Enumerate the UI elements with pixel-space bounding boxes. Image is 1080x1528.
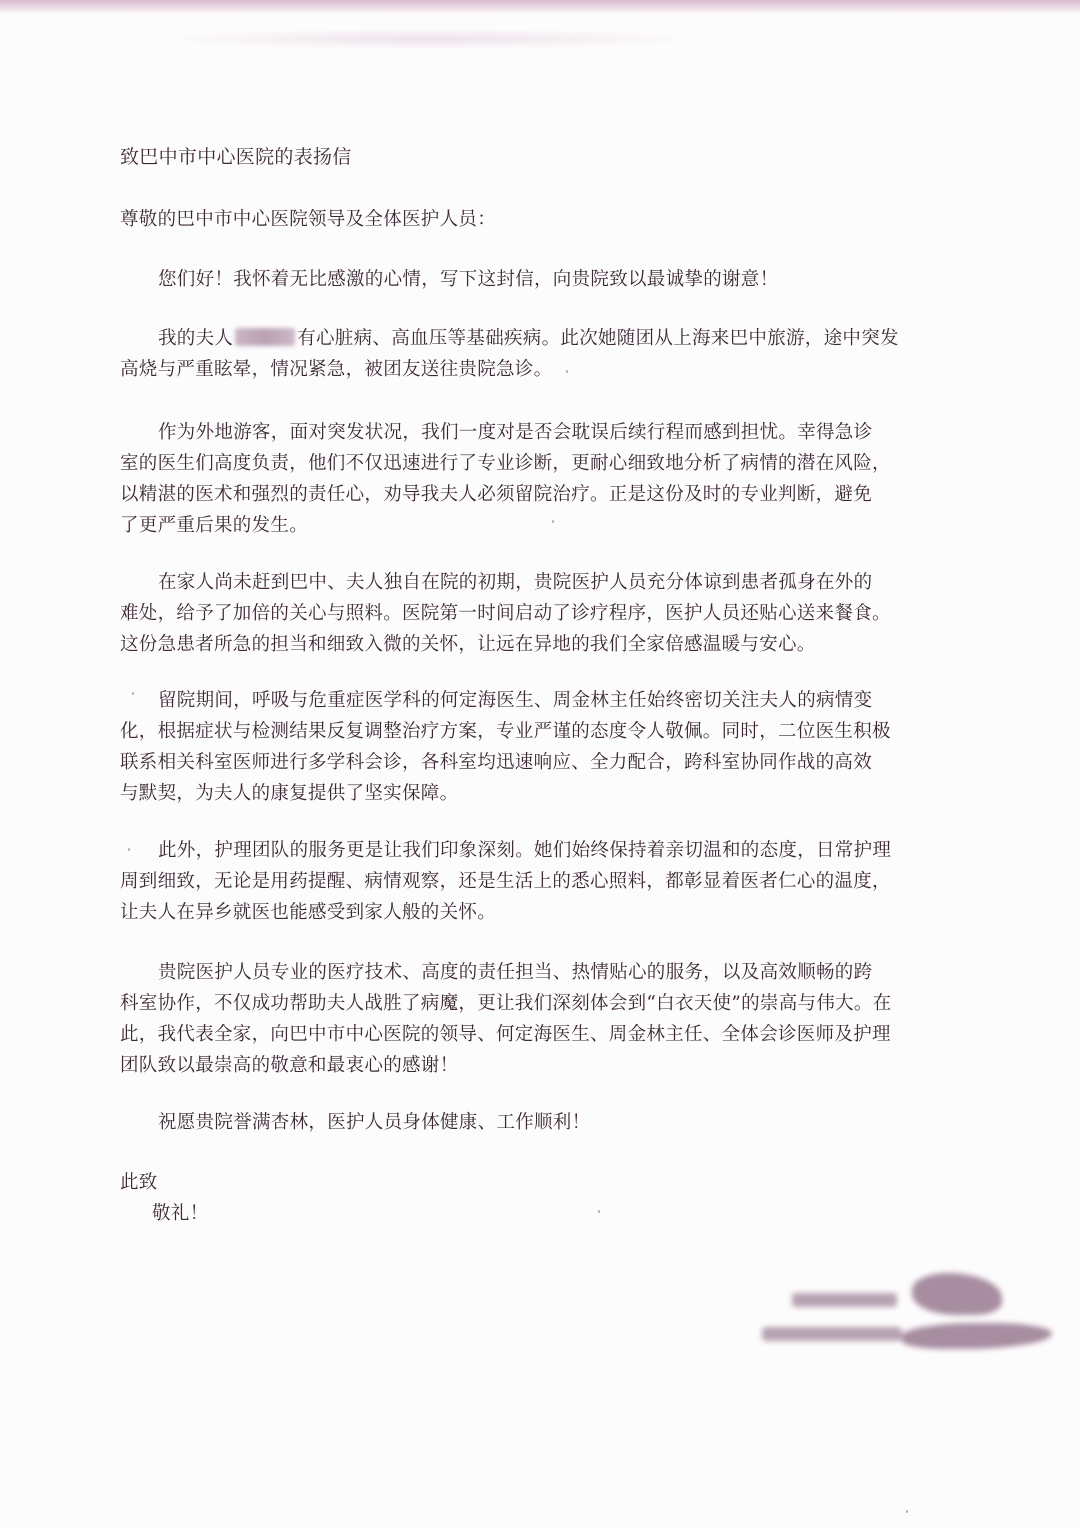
paragraph-4-line-2: 难处，给予了加倍的关心与照料。医院第一时间启动了诊疗程序，医护人员还贴心送来餐食。 bbox=[120, 603, 891, 624]
closing-phrase: 此致 bbox=[120, 1172, 158, 1193]
paragraph-greeting: 您们好！我怀着无比感激的心情，写下这封信，向贵院致以最诚挚的谢意！ bbox=[158, 269, 779, 290]
signature-blur-2 bbox=[762, 1327, 902, 1341]
scan-speck bbox=[906, 1510, 908, 1513]
paragraph-4-line-1: 在家人尚未赶到巴中、夫人独自在院的初期，贵院医护人员充分体谅到患者孤身在外的 bbox=[158, 572, 873, 593]
paragraph-5-line-3: 联系相关科室医师进行多学科会诊，各科室均迅速响应、全力配合，跨科室协同作战的高效 bbox=[120, 752, 873, 773]
closing-regards: 敬礼！ bbox=[152, 1203, 209, 1224]
scan-top-edge bbox=[0, 0, 1080, 14]
redacted-signature bbox=[752, 1265, 1062, 1375]
paragraph-6-line-1: 此外，护理团队的服务更是让我们印象深刻。她们始终保持着亲切温和的态度，日常护理 bbox=[158, 840, 892, 861]
paragraph-5-line-1: 留院期间，呼吸与危重症医学科的何定海医生、周金林主任始终密切关注夫人的病情变 bbox=[158, 690, 873, 711]
letter-title: 致巴中市中心医院的表扬信 bbox=[120, 146, 352, 168]
paragraph-6-line-2: 周到细致，无论是用药提醒、病情观察，还是生活上的悉心照料，都彰显着医者仁心的温度， bbox=[120, 871, 891, 892]
scan-speck bbox=[566, 370, 568, 373]
paragraph-3-line-4: 了更严重后果的发生。 bbox=[120, 515, 309, 536]
redacted-name bbox=[235, 328, 295, 346]
paragraph-7-line-1: 贵院医护人员专业的医疗技术、高度的责任担当、热情贴心的服务，以及高效顺畅的跨 bbox=[158, 962, 873, 983]
signature-blur-3 bbox=[912, 1273, 1002, 1315]
signature-blur-1 bbox=[792, 1293, 897, 1307]
signature-blur-4 bbox=[902, 1323, 1052, 1349]
paragraph-7-line-2: 科室协作，不仅成功帮助夫人战胜了病魔，更让我们深刻体会到“白衣天使”的崇高与伟大。在 bbox=[120, 993, 892, 1014]
paragraph-2-line-2: 高烧与严重眩晕，情况紧急，被团友送往贵院急诊。 bbox=[120, 359, 553, 380]
scan-speck bbox=[598, 1210, 600, 1213]
paragraph-3-line-1: 作为外地游客，面对突发状况，我们一度对是否会耽误后续行程而感到担忧。幸得急诊 bbox=[158, 422, 873, 443]
letter-salutation: 尊敬的巴中市中心医院领导及全体医护人员： bbox=[120, 209, 497, 230]
p2-text-after-name: 有心脏病、高血压等基础疾病。此次她随团从上海来巴中旅游，途中突发 bbox=[297, 328, 899, 349]
paragraph-3-line-2: 室的医生们高度负责，他们不仅迅速进行了专业诊断，更耐心细致地分析了病情的潜在风险， bbox=[120, 453, 891, 474]
scan-speck bbox=[552, 520, 554, 523]
paragraph-6-line-3: 让夫人在异乡就医也能感受到家人般的关怀。 bbox=[120, 902, 497, 923]
paragraph-4-line-3: 这份急患者所急的担当和细致入微的关怀，让远在异地的我们全家倍感温暖与安心。 bbox=[120, 634, 816, 655]
paragraph-5-line-4: 与默契，为夫人的康复提供了坚实保障。 bbox=[120, 783, 459, 804]
paragraph-wishes: 祝愿贵院誉满杏林，医护人员身体健康、工作顺利！ bbox=[158, 1112, 591, 1133]
scan-speck bbox=[128, 848, 130, 851]
paragraph-5-line-2: 化，根据症状与检测结果反复调整治疗方案，专业严谨的态度令人敬佩。同时，二位医生积极 bbox=[120, 721, 891, 742]
scan-speck bbox=[132, 692, 134, 695]
paragraph-7-line-3: 此，我代表全家，向巴中市中心医院的领导、何定海医生、周金林主任、全体会诊医师及护理 bbox=[120, 1024, 891, 1045]
paragraph-7-line-4: 团队致以最崇高的敬意和最衷心的感谢！ bbox=[120, 1055, 459, 1076]
paragraph-2-line-1 bbox=[158, 323, 899, 355]
p2-text-before-name: 我的夫人 bbox=[158, 328, 234, 349]
scan-smudge bbox=[150, 28, 710, 50]
paragraph-3-line-3: 以精湛的医术和强烈的责任心，劝导我夫人必须留院治疗。正是这份及时的专业判断，避免 bbox=[120, 484, 873, 505]
